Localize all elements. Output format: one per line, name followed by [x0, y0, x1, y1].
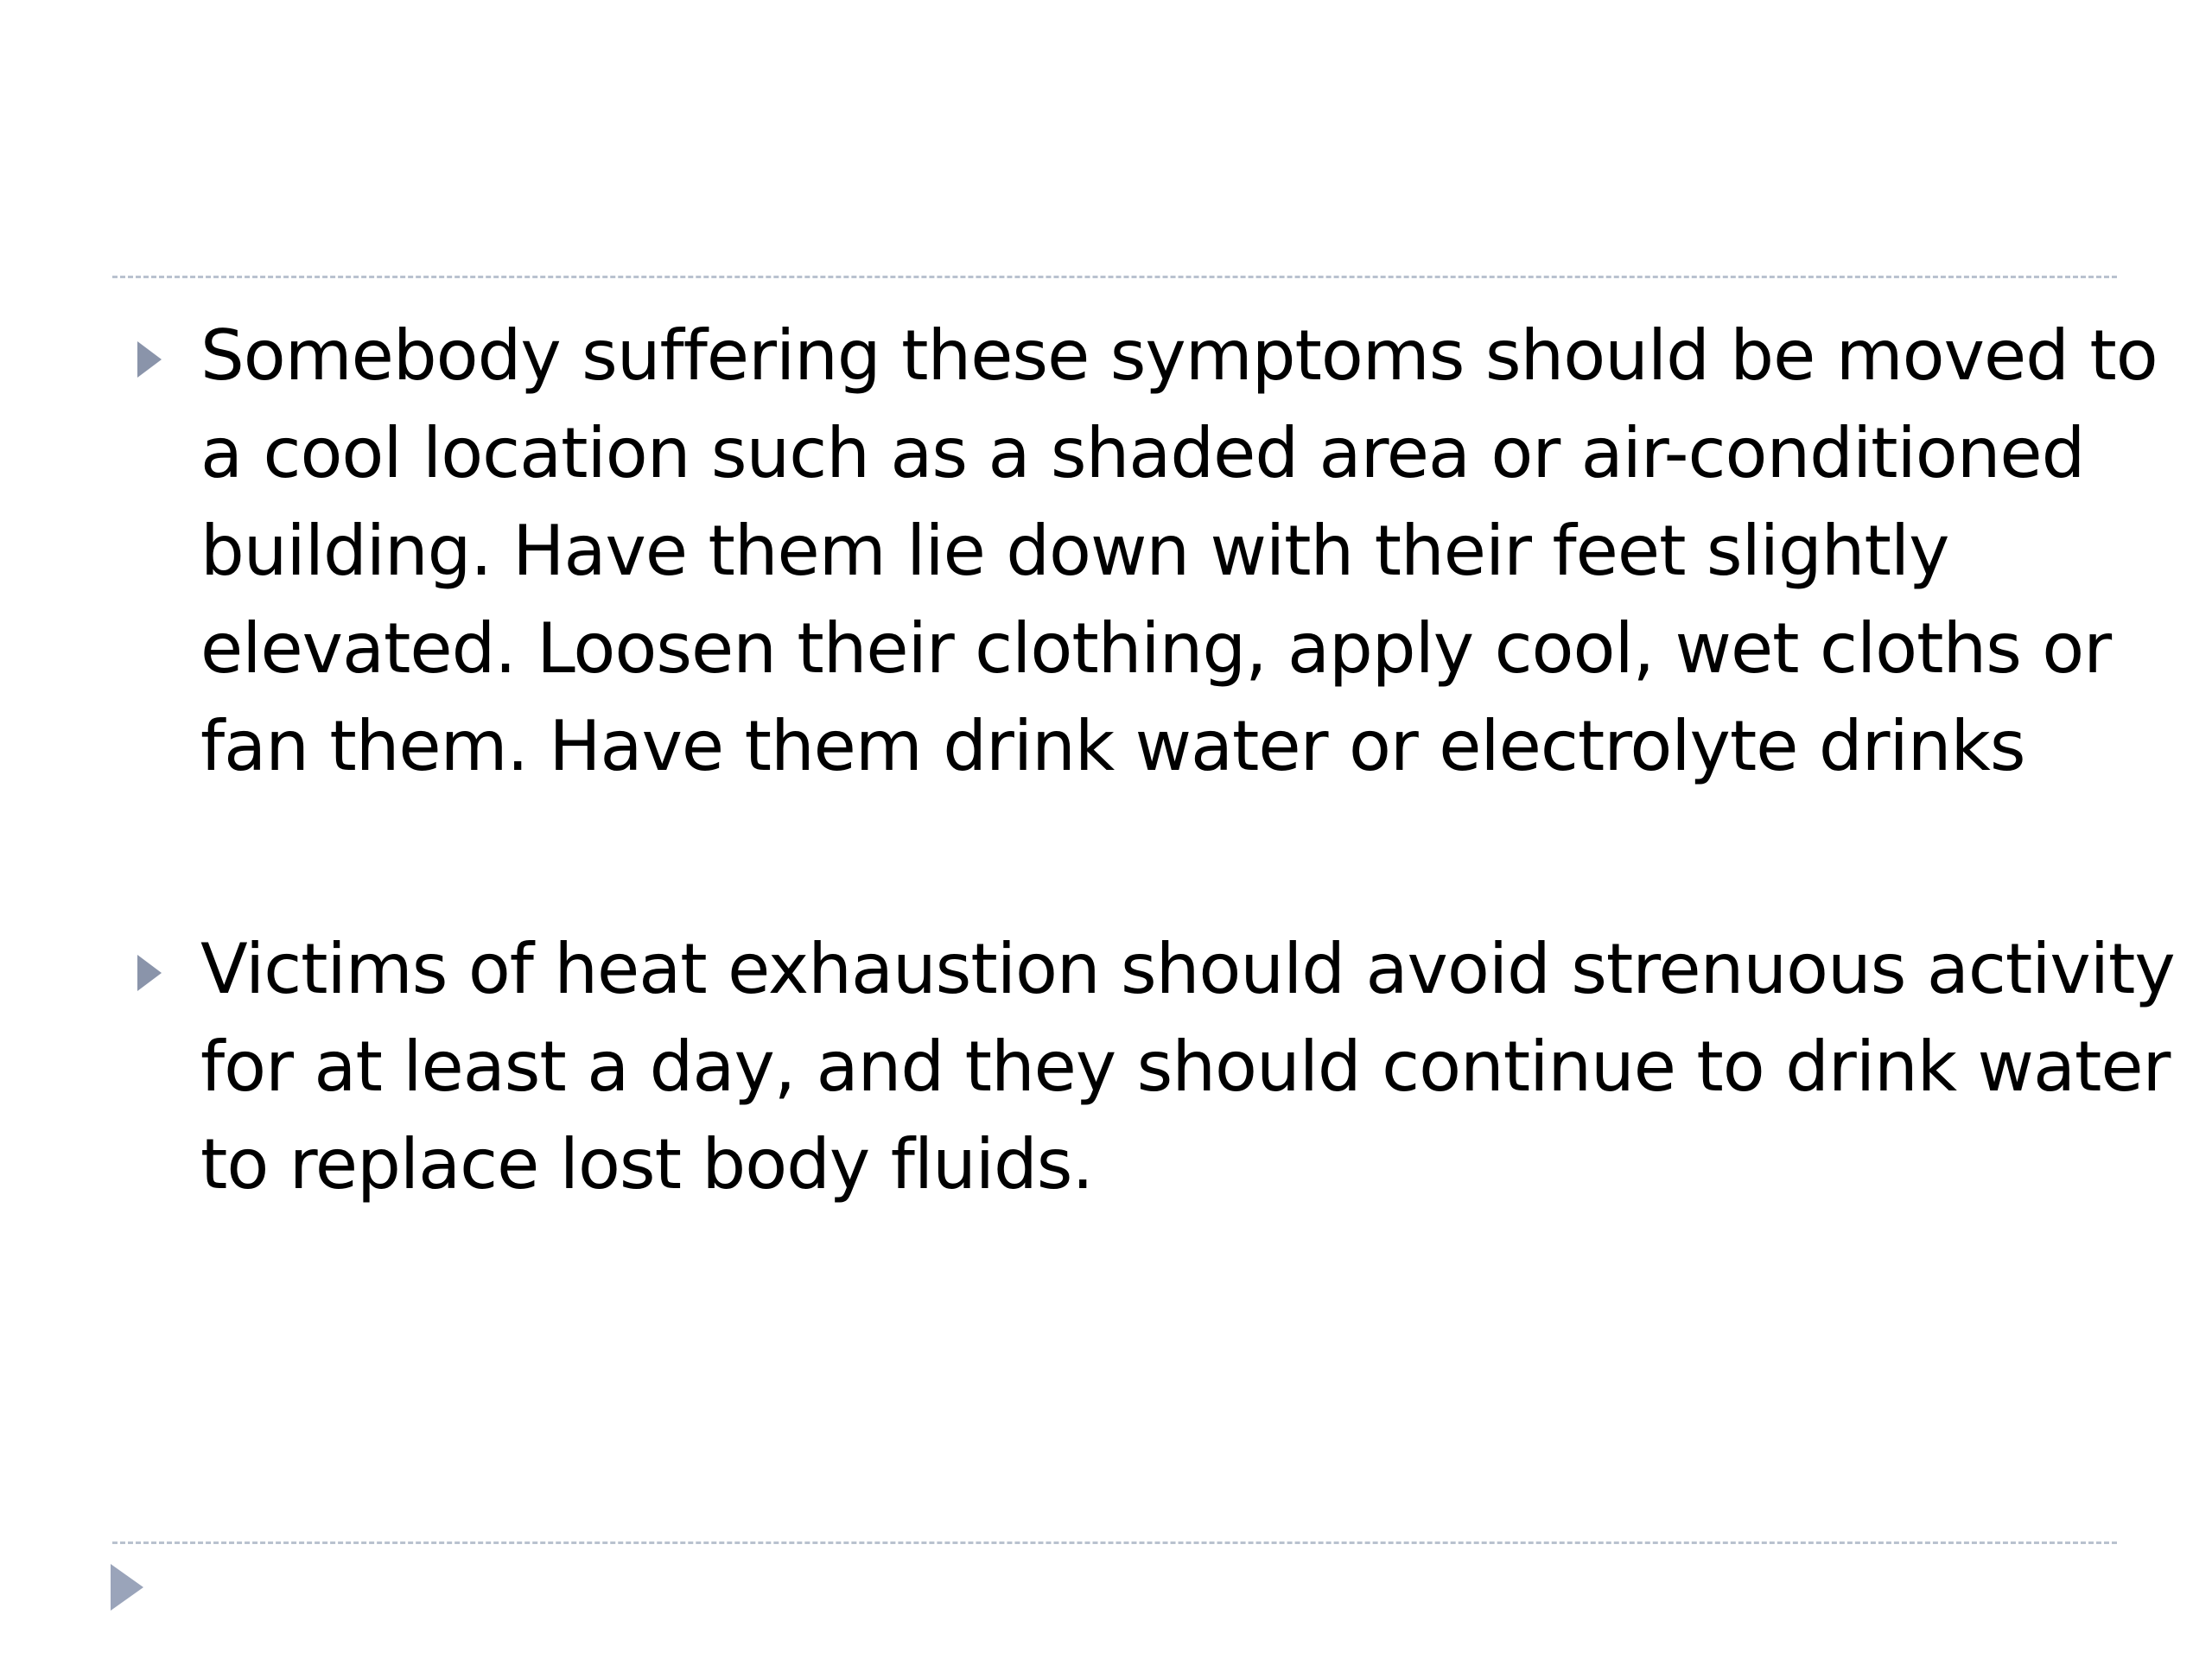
triangle-right-icon: [137, 341, 162, 378]
bullet-text-line: for at least a day, and they should continue to drink water: [200, 1027, 2171, 1107]
bullet-text-line: a cool location such as a shaded area or air-conditioned: [200, 413, 2085, 493]
bullet-text-line: elevated. Loosen their clothing, apply cool, wet cloths or: [200, 608, 2112, 689]
triangle-right-icon: [111, 1564, 143, 1611]
bullet-text-line: fan them. Have them drink water or electrolyte drinks: [200, 706, 2025, 786]
bullet-text-line: Somebody suffering these symptoms should be moved to: [200, 315, 2158, 396]
top-divider: [112, 276, 2117, 278]
bottom-divider: [112, 1541, 2117, 1544]
bullet-text-line: Victims of heat exhaustion should avoid strenuous activity: [200, 929, 2175, 1009]
bullet-item: [130, 920, 2175, 1213]
bullet-list: [130, 307, 2175, 1213]
bullet-text-line: building. Have them lie down with their feet slightly: [200, 511, 1949, 591]
bullet-text-line: to replace lost body fluids.: [200, 1124, 1093, 1205]
bullet-item: [130, 307, 2158, 795]
triangle-right-icon: [137, 955, 162, 991]
